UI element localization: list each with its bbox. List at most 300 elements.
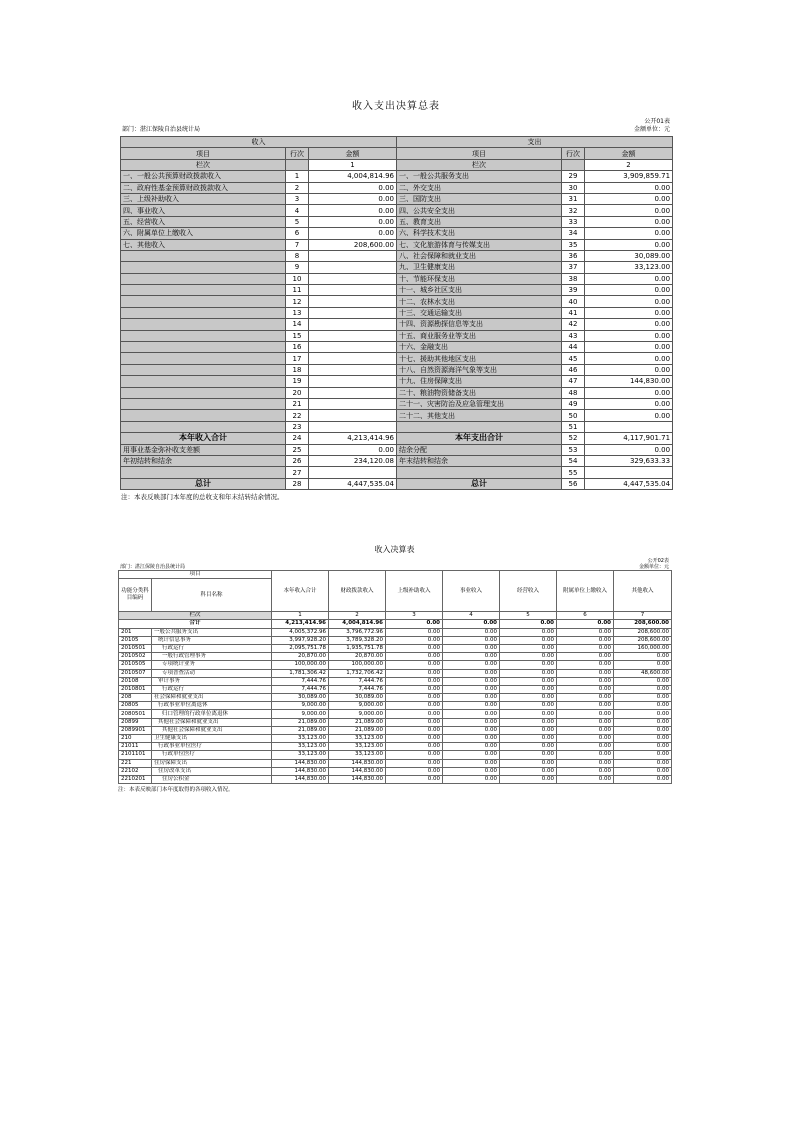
line-number: 24	[286, 433, 309, 444]
col-number: 3	[386, 612, 443, 620]
expense-amount: 0.00	[585, 239, 673, 250]
table-row	[121, 455, 673, 466]
expense-amount: 0.00	[585, 228, 673, 239]
amount-value: 0.00	[443, 661, 500, 669]
amount-value: 9,000.00	[272, 702, 329, 710]
amount-value: 0.00	[614, 718, 672, 726]
amount-value: 0.00	[386, 644, 443, 652]
amount-value: 21,089.00	[329, 726, 386, 734]
line-number: 6	[286, 228, 309, 239]
income-item-name: 六、附属单位上缴收入	[121, 228, 286, 239]
expense-item-name: 十七、援助其他地区支出	[397, 353, 562, 364]
amount-unit: 金额单位：元	[633, 126, 670, 133]
amount-value: 0.00	[557, 726, 614, 734]
subject-name: 统计信息事务	[152, 636, 272, 644]
amount-value: 0.00	[614, 735, 672, 743]
summary-note: 注：本表反映部门本年度的总收支和年末结转结余情况。	[121, 493, 284, 502]
expense-amount: 0.00	[585, 307, 673, 318]
subject-name: 其他社会保障和就业支出	[152, 718, 272, 726]
amount-value: 0.00	[614, 661, 672, 669]
income-amount	[309, 387, 397, 398]
income-item-name: 四、事业收入	[121, 205, 286, 216]
amount-value: 208,600.00	[614, 636, 672, 644]
line-number: 27	[286, 467, 309, 478]
amount-value: 100,000.00	[329, 661, 386, 669]
table-row	[119, 653, 672, 661]
table-row	[121, 410, 673, 421]
col-number: 5	[500, 612, 557, 620]
col-number: 1	[272, 612, 329, 620]
table-row	[119, 628, 672, 636]
income-item-name	[121, 410, 286, 421]
amount-value: 0.00	[500, 702, 557, 710]
subject-name: 社会保障和就业支出	[152, 694, 272, 702]
line-number: 45	[562, 353, 585, 364]
line-number: 43	[562, 330, 585, 341]
amount-value: 0.00	[443, 735, 500, 743]
expense-amount: 0.00	[585, 398, 673, 409]
income-item-name	[121, 364, 286, 375]
summary-table-meta	[120, 116, 672, 136]
amount-value: 0.00	[500, 767, 557, 775]
summary-table-section	[120, 98, 672, 501]
amount-value: 0.00	[557, 685, 614, 693]
col-amount: 金额	[309, 148, 397, 159]
line-number: 48	[562, 387, 585, 398]
subject-code: 20805	[119, 702, 152, 710]
expense-amount: 3,909,859.71	[585, 171, 673, 182]
amount-value: 0.00	[386, 759, 443, 767]
amount-value: 0.00	[386, 628, 443, 636]
subject-code: 2080501	[119, 710, 152, 718]
table-row	[121, 319, 673, 330]
line-number: 2	[286, 182, 309, 193]
amount-value: 144,830.00	[272, 759, 329, 767]
amount-value: 33,123.00	[329, 751, 386, 759]
amount-value: 1,935,751.78	[329, 644, 386, 652]
col-career: 事业收入	[443, 571, 500, 612]
subject-code: 201	[119, 628, 152, 636]
amount-value: 33,123.00	[329, 743, 386, 751]
line-number: 39	[562, 285, 585, 296]
table-row	[119, 685, 672, 693]
amount-value: 0.00	[443, 685, 500, 693]
amount-value: 0.00	[386, 735, 443, 743]
line-number: 1	[286, 171, 309, 182]
expense-amount: 0.00	[585, 205, 673, 216]
table-row	[121, 228, 673, 239]
income-item-name: 一、一般公共预算财政拨款收入	[121, 171, 286, 182]
line-number: 21	[286, 398, 309, 409]
income-table	[118, 570, 672, 784]
line-number: 46	[562, 364, 585, 375]
summary-table-title: 收入支出决算总表	[352, 101, 440, 112]
amount-value: 0.00	[443, 726, 500, 734]
col-fiscal: 财政拨款收入	[329, 571, 386, 612]
amount-value: 0.00	[386, 726, 443, 734]
line-number: 49	[562, 398, 585, 409]
amount-value: 0.00	[386, 694, 443, 702]
amount-value: 30,089.00	[272, 694, 329, 702]
expense-item-name: 十五、商业服务业等支出	[397, 330, 562, 341]
table-row	[121, 421, 673, 432]
table-row	[121, 205, 673, 216]
total-expense-amount: 4,117,901.71	[585, 433, 673, 444]
amount-value: 3,796,772.96	[329, 628, 386, 636]
expense-item-name: 五、教育支出	[397, 216, 562, 227]
subject-name: 归口管理的行政单位离退休	[152, 710, 272, 718]
subject-name: 行政运行	[152, 685, 272, 693]
amount-value: 0.00	[557, 751, 614, 759]
income-item-name: 五、经营收入	[121, 216, 286, 227]
expense-item-name: 七、文化旅游体育与传媒支出	[397, 239, 562, 250]
amount-value: 0.00	[386, 743, 443, 751]
amount-value: 144,830.00	[329, 775, 386, 783]
amount-value: 0.00	[557, 653, 614, 661]
subject-code: 2010505	[119, 661, 152, 669]
line-number: 56	[562, 478, 585, 489]
subject-code: 2089901	[119, 726, 152, 734]
income-item-name	[121, 353, 286, 364]
income-item-name	[121, 376, 286, 387]
amount-value: 0.00	[614, 743, 672, 751]
amount: 0.00	[309, 444, 397, 455]
income-amount	[309, 421, 397, 432]
col-amount: 金额	[585, 148, 673, 159]
col-upper: 上级补助收入	[386, 571, 443, 612]
line-number: 10	[286, 273, 309, 284]
line-number: 18	[286, 364, 309, 375]
expense-item-name: 十八、自然资源海洋气象等支出	[397, 364, 562, 375]
col-line: 行次	[562, 148, 585, 159]
grand-total-label: 总计	[397, 478, 562, 489]
amount-value: 0.00	[386, 775, 443, 783]
table-row	[121, 250, 673, 261]
table-row	[121, 171, 673, 182]
line-number: 50	[562, 410, 585, 421]
expense-amount: 0.00	[585, 273, 673, 284]
income-item-name	[121, 387, 286, 398]
expense-amount: 0.00	[585, 216, 673, 227]
subject-name: 审计事务	[152, 677, 272, 685]
amount-value: 0.00	[443, 718, 500, 726]
item-name: 年初结转和结余	[121, 455, 286, 466]
amount-value: 0.00	[500, 677, 557, 685]
income-item-name: 三、上级补助收入	[121, 193, 286, 204]
amount-value: 0.00	[614, 702, 672, 710]
amount-value: 0.00	[614, 677, 672, 685]
amount-value: 0.00	[443, 628, 500, 636]
income-amount: 0.00	[309, 228, 397, 239]
subject-code: 20108	[119, 677, 152, 685]
amount-value: 2,095,751.78	[272, 644, 329, 652]
line-number: 55	[562, 467, 585, 478]
income-item-name	[121, 307, 286, 318]
table-row	[119, 661, 672, 669]
amount-value: 0.00	[500, 751, 557, 759]
line-number: 23	[286, 421, 309, 432]
expense-item-name	[397, 421, 562, 432]
line-number: 53	[562, 444, 585, 455]
amount-value: 0.00	[500, 775, 557, 783]
amount-value: 0.00	[443, 702, 500, 710]
amount-value: 0.00	[443, 636, 500, 644]
amount-value: 160,000.00	[614, 644, 672, 652]
amount-value: 0.00	[614, 694, 672, 702]
line-number: 4	[286, 205, 309, 216]
amount-value: 0.00	[557, 694, 614, 702]
line-number: 25	[286, 444, 309, 455]
amount-value: 0.00	[557, 767, 614, 775]
amount-value: 0.00	[557, 702, 614, 710]
table-row	[121, 342, 673, 353]
amount-value: 33,123.00	[272, 751, 329, 759]
total-income-amount: 4,213,414.96	[309, 433, 397, 444]
subject-code: 210	[119, 735, 152, 743]
line-number: 7	[286, 239, 309, 250]
amount-value: 0.00	[557, 718, 614, 726]
subject-name: 住房保障支出	[152, 759, 272, 767]
line-number: 13	[286, 307, 309, 318]
col-number: 2	[585, 159, 673, 170]
subject-code: 2010502	[119, 653, 152, 661]
table-row	[121, 467, 673, 478]
table-row	[119, 751, 672, 759]
grand-total-income: 4,447,535.04	[309, 478, 397, 489]
table-row	[121, 262, 673, 273]
line-number: 51	[562, 421, 585, 432]
income-item-name	[121, 296, 286, 307]
subject-name: 行政运行	[152, 644, 272, 652]
col-affiliate: 附属单位上缴收入	[557, 571, 614, 612]
expense-amount: 0.00	[585, 342, 673, 353]
table-row	[119, 669, 672, 677]
subject-code: 2010507	[119, 669, 152, 677]
total-row	[121, 433, 673, 444]
col-number: 4	[443, 612, 500, 620]
income-table-title: 收入决算表	[374, 545, 415, 554]
table-row	[119, 759, 672, 767]
amount-value: 144,830.00	[272, 767, 329, 775]
income-amount	[309, 364, 397, 375]
line-number: 35	[562, 239, 585, 250]
amount-unit: 金额单位：元	[638, 564, 669, 570]
amount-value: 0.00	[557, 644, 614, 652]
expense-amount: 0.00	[585, 193, 673, 204]
table-row	[119, 775, 672, 783]
income-item-name	[121, 262, 286, 273]
expense-item-name: 一、一般公共服务支出	[397, 171, 562, 182]
amount-value: 0.00	[614, 759, 672, 767]
amount-value: 21,089.00	[272, 718, 329, 726]
line-number: 15	[286, 330, 309, 341]
amount-value: 33,123.00	[329, 735, 386, 743]
expense-amount: 0.00	[585, 319, 673, 330]
expense-item-name: 九、卫生健康支出	[397, 262, 562, 273]
amount-value: 0.00	[443, 653, 500, 661]
table-row	[121, 285, 673, 296]
table-row	[119, 636, 672, 644]
col-other: 其他收入	[614, 571, 672, 612]
amount-value: 0.00	[614, 751, 672, 759]
expense-amount: 0.00	[585, 285, 673, 296]
expense-amount: 30,089.00	[585, 250, 673, 261]
total-expense-label: 本年支出合计	[397, 433, 562, 444]
expense-item-name: 二、外交支出	[397, 182, 562, 193]
column-header-row	[121, 148, 673, 159]
amount-value: 0.00	[614, 775, 672, 783]
column-number-row	[121, 159, 673, 170]
income-amount: 0.00	[309, 216, 397, 227]
table-row	[119, 743, 672, 751]
line-number: 40	[562, 296, 585, 307]
expense-amount: 0.00	[585, 364, 673, 375]
amount-value: 0.00	[557, 735, 614, 743]
expense-item-name: 十三、交通运输支出	[397, 307, 562, 318]
amount-value: 1,781,306.42	[272, 669, 329, 677]
table-row	[121, 387, 673, 398]
income-amount	[309, 330, 397, 341]
department-label: 部门：湛江保陵自治县统计局	[122, 126, 201, 133]
line-number: 8	[286, 250, 309, 261]
subject-code: 21011	[119, 743, 152, 751]
expense-amount: 33,123.00	[585, 262, 673, 273]
subject-code: 221	[119, 759, 152, 767]
income-amount	[309, 296, 397, 307]
expense-item-name: 二十一、灾害防治及应急管理支出	[397, 398, 562, 409]
amount: 234,120.08	[309, 455, 397, 466]
col-code: 功能分类科目编码	[119, 579, 152, 612]
line-number: 3	[286, 193, 309, 204]
col-label-row: 栏次	[397, 159, 562, 170]
subject-name: 专项普查活动	[152, 669, 272, 677]
amount-value: 9,000.00	[329, 710, 386, 718]
grand-total-label: 总计	[121, 478, 286, 489]
amount-value: 30,089.00	[329, 694, 386, 702]
col-name: 科目名称	[152, 579, 272, 612]
expense-item-name: 六、科学技术支出	[397, 228, 562, 239]
subject-name: 行政事业单位医疗	[152, 743, 272, 751]
table-row	[121, 376, 673, 387]
amount-value: 0.00	[386, 636, 443, 644]
amount-value: 0.00	[557, 775, 614, 783]
amount-value: 0.00	[500, 743, 557, 751]
table-row	[119, 694, 672, 702]
amount-value: 0.00	[500, 685, 557, 693]
income-item-name	[121, 250, 286, 261]
table-header-row	[121, 137, 673, 148]
amount-value: 0.00	[557, 661, 614, 669]
col-label-row: 栏次	[119, 612, 272, 620]
expense-amount: 0.00	[585, 410, 673, 421]
col-total: 本年收入合计	[272, 571, 329, 612]
table-row	[121, 239, 673, 250]
amount-value: 0.00	[386, 751, 443, 759]
line-number: 32	[562, 205, 585, 216]
table-row	[119, 710, 672, 718]
col-line: 行次	[286, 148, 309, 159]
form-number: 公开02表	[647, 558, 669, 564]
amount-value: 0.00	[500, 735, 557, 743]
line-number: 42	[562, 319, 585, 330]
total-income-label: 本年收入合计	[121, 433, 286, 444]
income-amount	[309, 376, 397, 387]
income-amount: 4,004,814.96	[309, 171, 397, 182]
income-item-name	[121, 342, 286, 353]
line-number: 28	[286, 478, 309, 489]
line-number: 31	[562, 193, 585, 204]
income-amount	[309, 273, 397, 284]
amount-value: 3,997,928.20	[272, 636, 329, 644]
line-number: 9	[286, 262, 309, 273]
total-value: 4,213,414.96	[272, 620, 329, 628]
line-number: 52	[562, 433, 585, 444]
amount-value: 0.00	[500, 718, 557, 726]
amount-value: 0.00	[443, 677, 500, 685]
amount-value: 0.00	[386, 710, 443, 718]
amount-value: 0.00	[557, 759, 614, 767]
income-item-name: 七、其他收入	[121, 239, 286, 250]
line-number: 41	[562, 307, 585, 318]
amount-value: 0.00	[443, 751, 500, 759]
amount-value: 0.00	[500, 710, 557, 718]
subject-name: 行政单位医疗	[152, 751, 272, 759]
amount-value: 0.00	[614, 685, 672, 693]
amount-value: 0.00	[500, 759, 557, 767]
amount-value: 0.00	[500, 653, 557, 661]
income-item-name	[121, 421, 286, 432]
col-number: 6	[557, 612, 614, 620]
income-item-name	[121, 273, 286, 284]
amount-value: 7,444.76	[272, 677, 329, 685]
line-number: 16	[286, 342, 309, 353]
amount-value: 208,600.00	[614, 628, 672, 636]
col-number: 1	[309, 159, 397, 170]
income-item-name	[121, 319, 286, 330]
amount-value: 4,005,372.96	[272, 628, 329, 636]
income-amount	[309, 353, 397, 364]
table-row	[121, 307, 673, 318]
line-number: 14	[286, 319, 309, 330]
total-value: 0.00	[557, 620, 614, 628]
amount-value: 0.00	[443, 710, 500, 718]
income-table-meta	[118, 557, 671, 570]
table-row	[121, 444, 673, 455]
summary-table	[120, 136, 673, 490]
expense-amount: 144,830.00	[585, 376, 673, 387]
column-number-row	[119, 612, 672, 620]
amount-value: 0.00	[500, 726, 557, 734]
amount-value: 0.00	[557, 743, 614, 751]
line-number: 30	[562, 182, 585, 193]
income-table-section	[118, 543, 671, 793]
amount-value: 0.00	[443, 694, 500, 702]
table-row	[121, 273, 673, 284]
amount-value: 0.00	[443, 759, 500, 767]
total-value: 208,600.00	[614, 620, 672, 628]
table-row	[121, 216, 673, 227]
expense-item-name: 二十二、其他支出	[397, 410, 562, 421]
amount-value: 0.00	[557, 669, 614, 677]
amount-value: 0.00	[614, 653, 672, 661]
subject-code: 22102	[119, 767, 152, 775]
expense-item-name: 二十、粮油物资储备支出	[397, 387, 562, 398]
income-amount	[309, 398, 397, 409]
line-number: 44	[562, 342, 585, 353]
amount-value: 144,830.00	[329, 759, 386, 767]
subject-code: 20899	[119, 718, 152, 726]
col-item: 项目	[397, 148, 562, 159]
